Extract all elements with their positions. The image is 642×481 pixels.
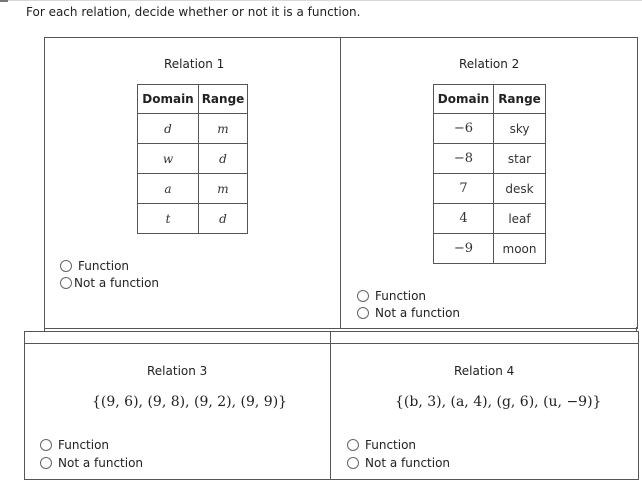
- table-row: [434, 174, 546, 204]
- radio-button[interactable]: [357, 290, 369, 302]
- relation-1-panel: [44, 37, 341, 329]
- option-label: Function: [78, 259, 130, 273]
- range-cell: d: [199, 144, 248, 174]
- option-label: Not a function: [58, 456, 144, 470]
- relation-1-not-function-option[interactable]: [60, 276, 159, 290]
- domain-cell: 7: [434, 174, 494, 204]
- range-cell: star: [494, 144, 546, 174]
- range-cell: desk: [494, 174, 546, 204]
- radio-button[interactable]: [357, 307, 369, 319]
- radio-button[interactable]: [40, 457, 52, 469]
- relation-4-title: Relation 4: [454, 364, 515, 378]
- radio-button[interactable]: [60, 260, 72, 272]
- relation-3-panel: [24, 331, 331, 480]
- domain-cell: a: [138, 174, 199, 204]
- relation-2-not-function-option[interactable]: [357, 306, 460, 320]
- relation-3-not-function-option[interactable]: [40, 456, 143, 470]
- option-label: Not a function: [365, 456, 451, 470]
- range-cell: leaf: [494, 204, 546, 234]
- relation-4-panel: [330, 331, 639, 480]
- range-cell: moon: [494, 234, 546, 264]
- top-border: [0, 0, 642, 1]
- range-cell: sky: [494, 114, 546, 144]
- relation-1-table: [137, 84, 248, 234]
- domain-cell: d: [138, 114, 199, 144]
- radio-button[interactable]: [347, 439, 359, 451]
- relation-3-function-option[interactable]: [40, 438, 109, 452]
- table-row: [138, 114, 248, 144]
- table-row: [434, 234, 546, 264]
- table-row: [434, 144, 546, 174]
- option-label: Function: [365, 438, 417, 452]
- table-row: [138, 144, 248, 174]
- range-cell: m: [199, 114, 248, 144]
- table-row: [138, 204, 248, 234]
- relation-4-function-option[interactable]: [347, 438, 416, 452]
- table-row: [434, 114, 546, 144]
- relation-2-title: Relation 2: [459, 57, 520, 71]
- table-row: [434, 204, 546, 234]
- relation-3-title: Relation 3: [147, 364, 208, 378]
- relation-1-function-option[interactable]: [60, 259, 129, 273]
- radio-button[interactable]: [347, 457, 359, 469]
- table-header-row: [138, 85, 248, 114]
- divider: [24, 343, 638, 344]
- domain-cell: t: [138, 204, 199, 234]
- relation-4-not-function-option[interactable]: [347, 456, 450, 470]
- range-cell: d: [199, 204, 248, 234]
- domain-cell: w: [138, 144, 199, 174]
- relation-1-title: Relation 1: [164, 57, 225, 71]
- relation-4-set: {(b, 3), (a, 4), (g, 6), (u, −9)}: [395, 394, 602, 410]
- radio-button[interactable]: [60, 277, 72, 289]
- domain-header: Domain: [434, 85, 494, 114]
- option-label: Not a function: [375, 306, 461, 320]
- domain-cell: 4: [434, 204, 494, 234]
- relation-2-panel: [340, 37, 638, 329]
- option-label: Function: [375, 289, 427, 303]
- relation-3-set: {(9, 6), (9, 8), (9, 2), (9, 9)}: [92, 394, 288, 410]
- domain-cell: −8: [434, 144, 494, 174]
- range-header: Range: [494, 85, 546, 114]
- domain-header: Domain: [138, 85, 199, 114]
- domain-cell: −6: [434, 114, 494, 144]
- table-header-row: [434, 85, 546, 114]
- top-border-accent: [0, 0, 8, 2]
- relation-2-table: [433, 84, 546, 264]
- range-header: Range: [199, 85, 248, 114]
- range-cell: m: [199, 174, 248, 204]
- domain-cell: −9: [434, 234, 494, 264]
- relation-2-function-option[interactable]: [357, 289, 426, 303]
- option-label: Not a function: [74, 276, 160, 290]
- table-row: [138, 174, 248, 204]
- instruction-text: For each relation, decide whether or not it is a function.: [26, 5, 361, 19]
- radio-button[interactable]: [40, 439, 52, 451]
- option-label: Function: [58, 438, 110, 452]
